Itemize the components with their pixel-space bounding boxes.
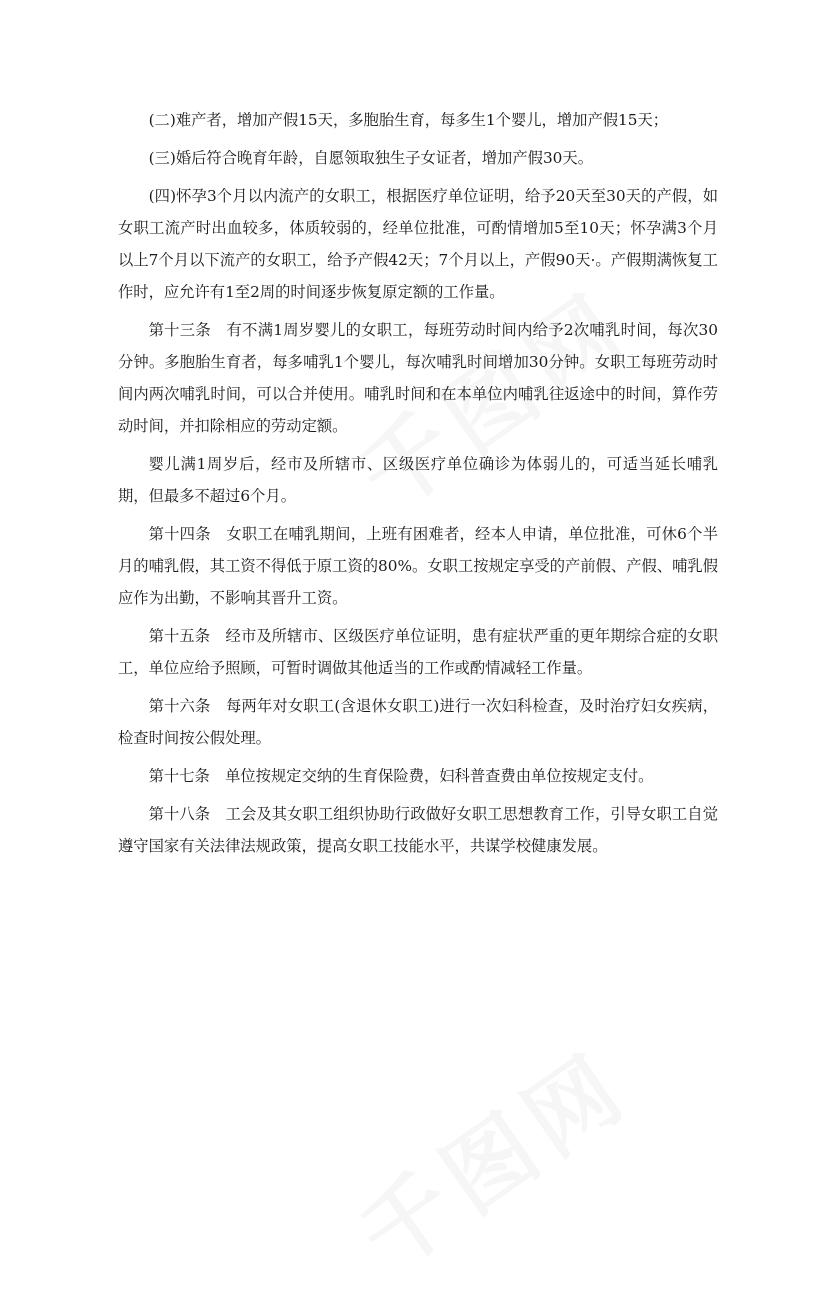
paragraph: (二)难产者，增加产假15天，多胞胎生育，每多生1个婴儿，增加产假15天； [148,111,669,129]
paragraph: 第十六条 每两年对女职工(含退休女职工)进行一次妇科检查，及时治疗妇女疾病，检查时间按公假处理。 [118,697,718,747]
document-body [118,104,718,868]
paragraph: 第十五条 经市及所辖市、区级医疗单位证明，患有症状严重的更年期综合症的女职工，单位应给予照顾，可暂时调做其他适当的工作或酌情减轻工作量。 [118,627,718,677]
paragraph: 第十七条 单位按规定交纳的生育保险费，妇科普查费由单位按规定支付。 [148,767,654,785]
paragraph: 第十四条 女职工在哺乳期间，上班有困难者，经本人申请，单位批准，可休6个半月的哺乳假，其工资不得低于原工资的80%。女职工按规定享受的产前假、产假、哺乳假应作为出勤，不影响其晋升工资。 [118,525,718,607]
paragraph: (三)婚后符合晚育年龄，自愿领取独生子女证者，增加产假30天。 [148,149,594,167]
paragraph: 第十八条 工会及其女职工组织协助行政做好女职工思想教育工作，引导女职工自觉遵守国家有关法律法规政策，提高女职工技能水平，共谋学校健康发展。 [118,805,718,855]
paragraph: (四)怀孕3个月以内流产的女职工，根据医疗单位证明，给予20天至30天的产假，如女职工流产时出血较多，体质较弱的，经单位批准，可酌情增加5至10天；怀孕满3个月以上7个月以下流产的女职工，给予产假42天；7个月以上，产假90天·。产假期满恢复工作时，应允许有1至2周的时间逐步恢复原定额的工作量。 [118,187,718,301]
watermark [330,1016,650,1294]
paragraph: 婴儿满1周岁后，经市及所辖市、区级医疗单位确诊为体弱儿的，可适当延长哺乳期，但最多不超过6个月。 [118,455,718,505]
paragraph: 第十三条 有不满1周岁婴儿的女职工，每班劳动时间内给予2次哺乳时间，每次30分钟。多胞胎生育者，每多哺乳1个婴儿，每次哺乳时间增加30分钟。女职工每班劳动时间内两次哺乳时间，可以合并使用。哺乳时间和在本单位内哺乳往返途中的时间，算作劳动时间，并扣除相应的劳动定额。 [118,321,718,435]
